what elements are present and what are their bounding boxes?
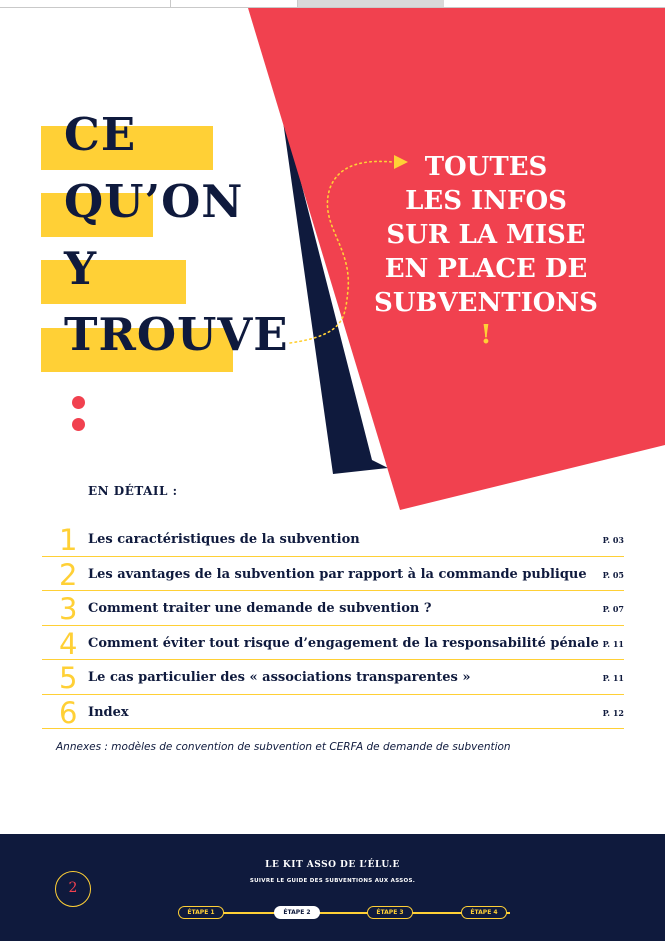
annexes-note: Annexes : modèles de convention de subvention et CERFA de demande de subvention xyxy=(56,741,511,753)
toc-item-page: P. 12 xyxy=(602,707,624,718)
callout-line: TOUTES xyxy=(424,152,548,182)
callout-exclamation: ! xyxy=(480,320,492,350)
callout-line: SUBVENTIONS xyxy=(374,288,598,318)
toc-item-label: Comment éviter tout risque d’engagement de la responsabilité pénale xyxy=(88,635,599,651)
page-title-line: Y xyxy=(64,242,98,295)
toc-item-label: Comment traiter une demande de subvention ? xyxy=(88,601,432,616)
step-4-button[interactable]: ÉTAPE 4 xyxy=(461,906,507,919)
toc-item-number: 6 xyxy=(59,695,78,730)
callout-line: SUR LA MISE xyxy=(386,220,586,250)
detail-heading: EN DÉTAIL : xyxy=(88,484,178,498)
callout-line: EN PLACE DE xyxy=(384,254,588,284)
toc-item-label: Les caractéristiques de la subvention xyxy=(88,532,360,547)
toc-item[interactable] xyxy=(42,626,624,661)
callout-line: LES INFOS xyxy=(405,186,567,216)
toc-item[interactable] xyxy=(42,557,624,592)
toc-item-page: P. 07 xyxy=(602,604,624,614)
page-title-line: QU’ON xyxy=(64,175,244,228)
step-3-button[interactable]: ÉTAPE 3 xyxy=(367,906,413,919)
toc-item[interactable] xyxy=(42,591,624,626)
page-title-line: CE xyxy=(64,108,137,161)
toc-item-label: Index xyxy=(88,704,129,720)
step-2-button[interactable]: ÉTAPE 2 xyxy=(274,906,320,919)
kit-title: LE KIT ASSO DE L’ÉLU.E xyxy=(265,860,400,870)
step-1-button[interactable]: ÉTAPE 1 xyxy=(178,906,224,919)
toc-item-number: 1 xyxy=(59,523,78,557)
toc-item-label: Le cas particulier des « associations transparentes » xyxy=(88,670,471,685)
toc-item-page: P. 03 xyxy=(602,535,624,545)
toc-item[interactable] xyxy=(42,522,624,557)
title-highlight xyxy=(41,260,186,304)
page-title-line: TROUVE xyxy=(64,308,289,361)
colon-dot-icon xyxy=(72,418,85,431)
toc-item-number: 4 xyxy=(59,626,78,661)
toc-item-number: 2 xyxy=(59,557,78,592)
toc-item-number: 3 xyxy=(59,592,78,626)
toc-item-page: P. 05 xyxy=(602,569,624,580)
toc-item-page: P. 11 xyxy=(602,673,624,683)
table-of-contents xyxy=(42,522,624,729)
toc-item[interactable] xyxy=(42,695,624,730)
colon-dot-icon xyxy=(72,396,85,409)
toc-item-number: 5 xyxy=(59,661,78,695)
page-number: 2 xyxy=(55,871,91,907)
kit-subtitle: SUIVRE LE GUIDE DES SUBVENTIONS AUX ASSOS. xyxy=(249,878,416,884)
callout-text xyxy=(370,150,602,350)
toc-item-page: P. 11 xyxy=(602,638,624,649)
footer xyxy=(0,834,665,941)
toc-item-label: Les avantages de la subvention par rapport à la commande publique xyxy=(88,566,587,582)
toc-item[interactable] xyxy=(42,660,624,695)
